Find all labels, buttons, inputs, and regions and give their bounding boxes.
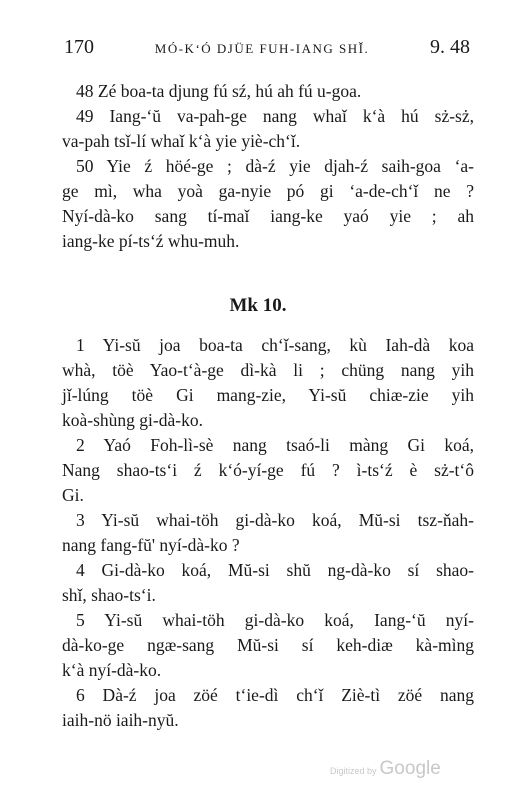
- verse-paragraph: [62, 104, 474, 154]
- verse-line: 49 Iang-‘ŭ va-pah-ge nang whaǐ k‘à hú sż-sż,: [76, 106, 474, 126]
- chapter-heading: Mk 10.: [229, 295, 287, 316]
- verse-line: Nyí-dà-ko sang tí-maǐ iang-ke yaó yie ; ah: [62, 206, 474, 226]
- verse-line: 1 Yi-sŭ joa boa-ta ch‘ǐ-sang, kù Iah-dà koa: [76, 335, 474, 355]
- verse-line: k‘à nyí-dà-ko.: [62, 660, 162, 680]
- verse-line: iang-ke pí-ts‘ź whu-muh.: [62, 231, 240, 251]
- verse-line: 6 Dà-ź joa zöé t‘ie-dì ch‘ǐ Ziè-tì zöé nang: [76, 685, 474, 705]
- verse-paragraph: [62, 433, 474, 508]
- verse-paragraph: [62, 683, 474, 733]
- verse-line: koà-shùng gi-dà-ko.: [62, 410, 203, 430]
- verse-line: ge mì, wha yoà ga-nyie pó gi ‘a-de-ch‘ǐ ne ?: [62, 181, 474, 201]
- verse-line: 3 Yi-sŭ whai-töh gi-dà-ko koá, Mŭ-si tsz-ňah-: [76, 510, 474, 530]
- verse-line: whà, töè Yao-t‘à-ge dì-kà li ; chüng nang yih: [62, 360, 474, 380]
- verse-line: shǐ, shao-ts‘i.: [62, 585, 156, 605]
- chapter-verses: [62, 333, 474, 733]
- verse-paragraph: [62, 154, 474, 254]
- verse-line: jǐ-lúng töè Gi mang-zie, Yi-sŭ chiæ-zie yih: [62, 385, 474, 405]
- verse-line: Nang shao-ts‘i ź k‘ó-yí-ge fú ? ì-ts‘ź è sż-t‘ô: [62, 460, 474, 480]
- verse-line: 2 Yaó Foh-lì-sè nang tsaó-li màng Gi koá,: [76, 435, 474, 455]
- verse-line: Gi.: [62, 485, 84, 505]
- verse-line: 4 Gi-dà-ko koá, Mŭ-si shŭ ng-dà-ko sí shao-: [76, 560, 474, 580]
- google-logo: Google: [379, 758, 441, 779]
- verse-paragraph: [62, 508, 474, 558]
- chapter-verse-reference: 9. 48: [430, 36, 470, 58]
- verse-line: dà-ko-ge ngæ-sang Mŭ-si sí keh-diæ kà-mìng: [62, 635, 474, 655]
- verse-paragraph: [62, 333, 474, 433]
- running-title: MÓ-K‘Ó DJÜE FUH-IANG SHǏ.: [154, 41, 370, 56]
- verse-line: va-pah tsǐ-lí whaǐ k‘à yie yiè-ch‘ǐ.: [62, 131, 301, 151]
- verse-paragraph: [62, 79, 474, 104]
- verse-line: iaih-nö iaih-nyŭ.: [62, 710, 179, 730]
- verse-paragraph: [62, 558, 474, 608]
- verse-line: 5 Yi-sŭ whai-töh gi-dà-ko koá, Iang-‘ŭ nyí-: [76, 610, 474, 630]
- watermark-prefix: Digitized by: [330, 766, 377, 776]
- top-verses: [62, 79, 474, 254]
- verse-paragraph: [62, 608, 474, 683]
- running-header: [64, 36, 470, 62]
- verse-line: 50 Yie ź höé-ge ; dà-ź yie djah-ź saih-goa ‘a-: [76, 156, 474, 176]
- page-number: 170: [64, 36, 94, 58]
- verse-line: nang fang-fŭ' nyí-dà-ko ?: [62, 535, 240, 555]
- digitized-watermark: [330, 758, 441, 780]
- verse-line: 48 Zé boa-ta djung fú sź, hú ah fú u-goa.: [76, 81, 362, 101]
